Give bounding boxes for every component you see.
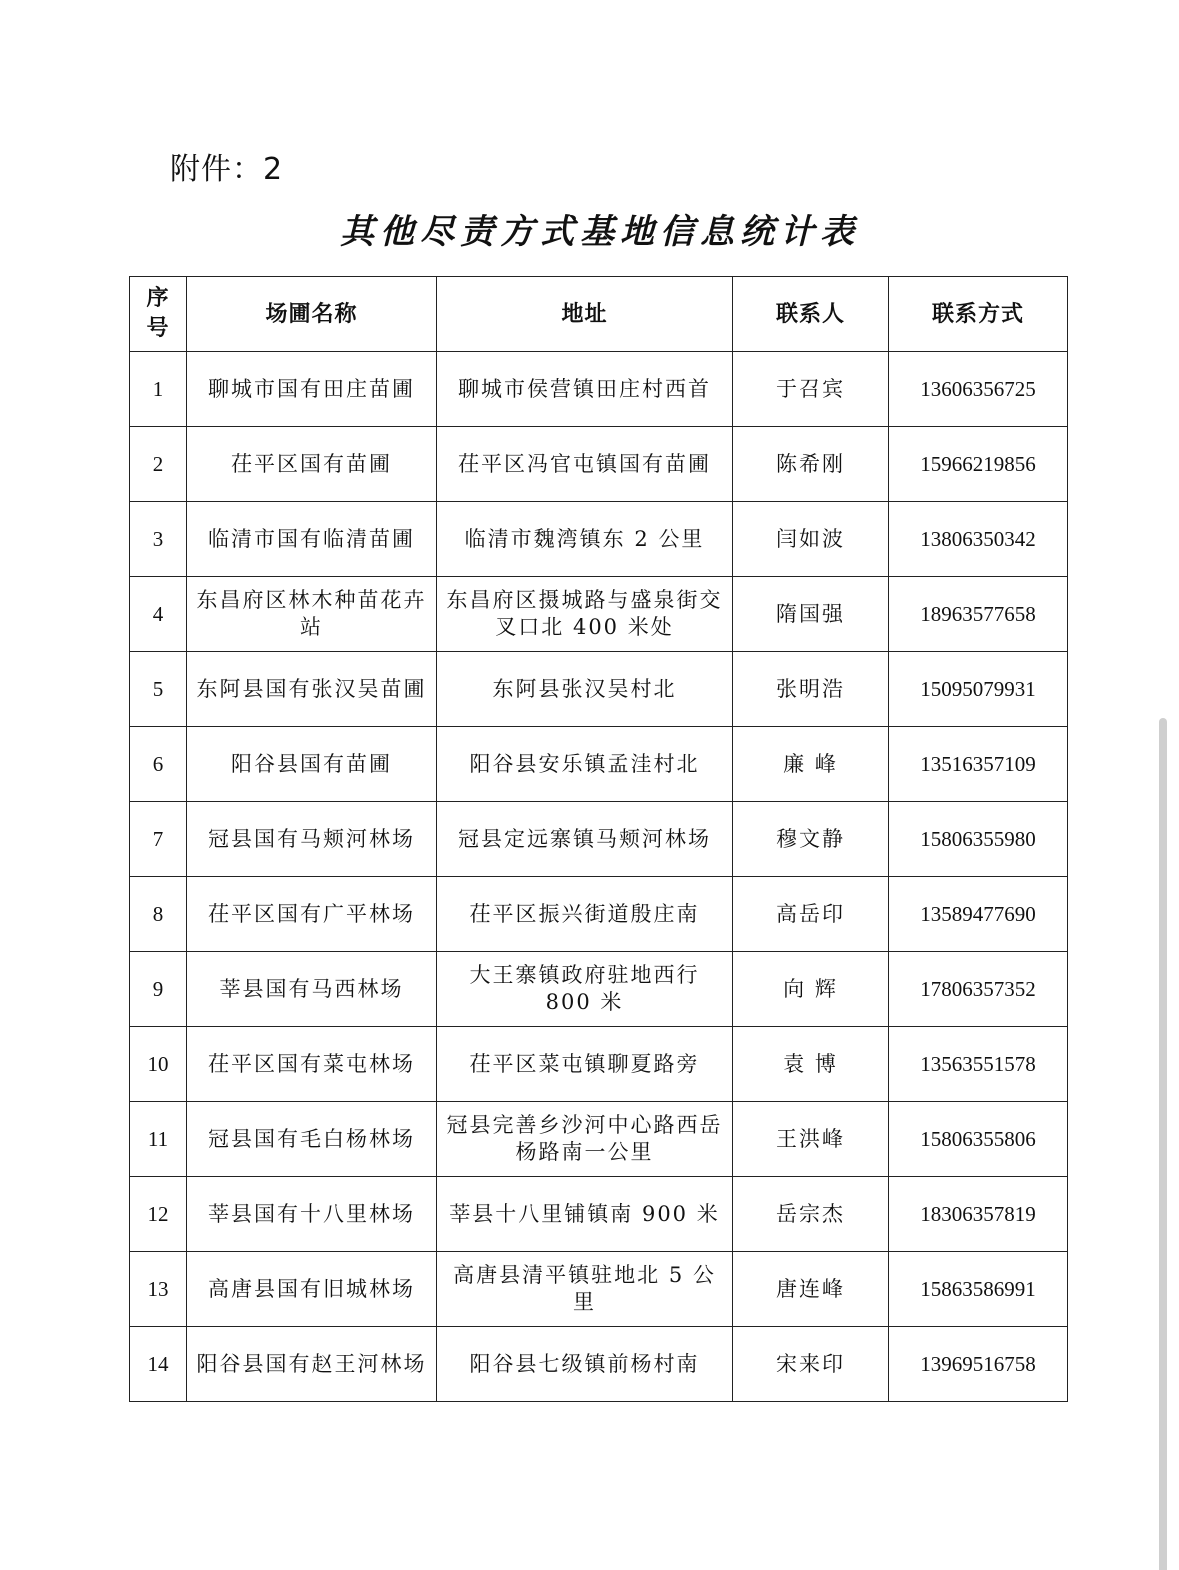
cell-contact: 廉 峰 xyxy=(733,727,889,802)
cell-contact: 向 辉 xyxy=(733,952,889,1027)
table-row xyxy=(130,877,1068,952)
attachment-label: 附件：2 xyxy=(170,152,284,187)
cell-seq: 13 xyxy=(130,1252,187,1327)
cell-seq: 2 xyxy=(130,427,187,502)
document-title: 其他尽责方式基地信息统计表 xyxy=(340,212,860,252)
vertical-scrollbar[interactable] xyxy=(1159,718,1167,1570)
cell-address: 大王寨镇政府驻地西行 800 米 xyxy=(437,952,733,1027)
cell-phone: 13606356725 xyxy=(889,352,1068,427)
table-row xyxy=(130,502,1068,577)
cell-phone: 15095079931 xyxy=(889,652,1068,727)
cell-phone: 15806355980 xyxy=(889,802,1068,877)
table-header-row xyxy=(130,277,1068,352)
cell-name: 阳谷县国有赵王河林场 xyxy=(187,1327,437,1402)
cell-contact: 张明浩 xyxy=(733,652,889,727)
cell-address: 东阿县张汉吴村北 xyxy=(437,652,733,727)
cell-phone: 18963577658 xyxy=(889,577,1068,652)
cell-address: 茌平区菜屯镇聊夏路旁 xyxy=(437,1027,733,1102)
base-info-table xyxy=(129,276,1068,1402)
cell-name: 茌平区国有广平林场 xyxy=(187,877,437,952)
cell-address: 冠县完善乡沙河中心路西岳杨路南一公里 xyxy=(437,1102,733,1177)
cell-name: 东阿县国有张汉吴苗圃 xyxy=(187,652,437,727)
cell-phone: 13589477690 xyxy=(889,877,1068,952)
cell-address: 临清市魏湾镇东 2 公里 xyxy=(437,502,733,577)
cell-name: 冠县国有毛白杨林场 xyxy=(187,1102,437,1177)
cell-seq: 11 xyxy=(130,1102,187,1177)
cell-seq: 14 xyxy=(130,1327,187,1402)
header-phone: 联系方式 xyxy=(889,277,1068,352)
table-row xyxy=(130,1102,1068,1177)
cell-contact: 唐连峰 xyxy=(733,1252,889,1327)
cell-name: 东昌府区林木种苗花卉站 xyxy=(187,577,437,652)
cell-contact: 陈希刚 xyxy=(733,427,889,502)
cell-address: 阳谷县七级镇前杨村南 xyxy=(437,1327,733,1402)
cell-contact: 隋国强 xyxy=(733,577,889,652)
cell-name: 茌平区国有菜屯林场 xyxy=(187,1027,437,1102)
cell-name: 阳谷县国有苗圃 xyxy=(187,727,437,802)
header-seq: 序号 xyxy=(130,277,187,352)
cell-address: 莘县十八里铺镇南 900 米 xyxy=(437,1177,733,1252)
cell-phone: 13516357109 xyxy=(889,727,1068,802)
table-row xyxy=(130,802,1068,877)
table-row xyxy=(130,952,1068,1027)
cell-name: 冠县国有马颊河林场 xyxy=(187,802,437,877)
cell-phone: 15806355806 xyxy=(889,1102,1068,1177)
table-row xyxy=(130,352,1068,427)
cell-name: 莘县国有十八里林场 xyxy=(187,1177,437,1252)
cell-contact: 宋来印 xyxy=(733,1327,889,1402)
cell-seq: 1 xyxy=(130,352,187,427)
table-row xyxy=(130,1177,1068,1252)
table-row xyxy=(130,577,1068,652)
cell-contact: 于召宾 xyxy=(733,352,889,427)
cell-contact: 高岳印 xyxy=(733,877,889,952)
table-row xyxy=(130,727,1068,802)
cell-name: 茌平区国有苗圃 xyxy=(187,427,437,502)
cell-contact: 王洪峰 xyxy=(733,1102,889,1177)
cell-address: 茌平区冯官屯镇国有苗圃 xyxy=(437,427,733,502)
cell-phone: 13969516758 xyxy=(889,1327,1068,1402)
cell-phone: 15863586991 xyxy=(889,1252,1068,1327)
cell-address: 东昌府区摄城路与盛泉街交叉口北 400 米处 xyxy=(437,577,733,652)
cell-name: 高唐县国有旧城林场 xyxy=(187,1252,437,1327)
table-row xyxy=(130,427,1068,502)
cell-contact: 穆文静 xyxy=(733,802,889,877)
cell-address: 茌平区振兴街道殷庄南 xyxy=(437,877,733,952)
table-row xyxy=(130,1252,1068,1327)
cell-address: 聊城市侯营镇田庄村西首 xyxy=(437,352,733,427)
cell-contact: 闫如波 xyxy=(733,502,889,577)
cell-phone: 13563551578 xyxy=(889,1027,1068,1102)
cell-seq: 12 xyxy=(130,1177,187,1252)
cell-seq: 8 xyxy=(130,877,187,952)
table-row xyxy=(130,1027,1068,1102)
header-contact: 联系人 xyxy=(733,277,889,352)
cell-phone: 17806357352 xyxy=(889,952,1068,1027)
cell-name: 莘县国有马西林场 xyxy=(187,952,437,1027)
cell-address: 高唐县清平镇驻地北 5 公里 xyxy=(437,1252,733,1327)
cell-name: 临清市国有临清苗圃 xyxy=(187,502,437,577)
cell-phone: 15966219856 xyxy=(889,427,1068,502)
cell-address: 阳谷县安乐镇孟洼村北 xyxy=(437,727,733,802)
cell-seq: 6 xyxy=(130,727,187,802)
table-row xyxy=(130,652,1068,727)
cell-phone: 13806350342 xyxy=(889,502,1068,577)
cell-seq: 7 xyxy=(130,802,187,877)
cell-address: 冠县定远寨镇马颊河林场 xyxy=(437,802,733,877)
cell-phone: 18306357819 xyxy=(889,1177,1068,1252)
cell-contact: 岳宗杰 xyxy=(733,1177,889,1252)
header-name: 场圃名称 xyxy=(187,277,437,352)
cell-contact: 袁 博 xyxy=(733,1027,889,1102)
table-row xyxy=(130,1327,1068,1402)
cell-seq: 9 xyxy=(130,952,187,1027)
cell-seq: 3 xyxy=(130,502,187,577)
header-address: 地址 xyxy=(437,277,733,352)
cell-name: 聊城市国有田庄苗圃 xyxy=(187,352,437,427)
cell-seq: 5 xyxy=(130,652,187,727)
cell-seq: 10 xyxy=(130,1027,187,1102)
cell-seq: 4 xyxy=(130,577,187,652)
